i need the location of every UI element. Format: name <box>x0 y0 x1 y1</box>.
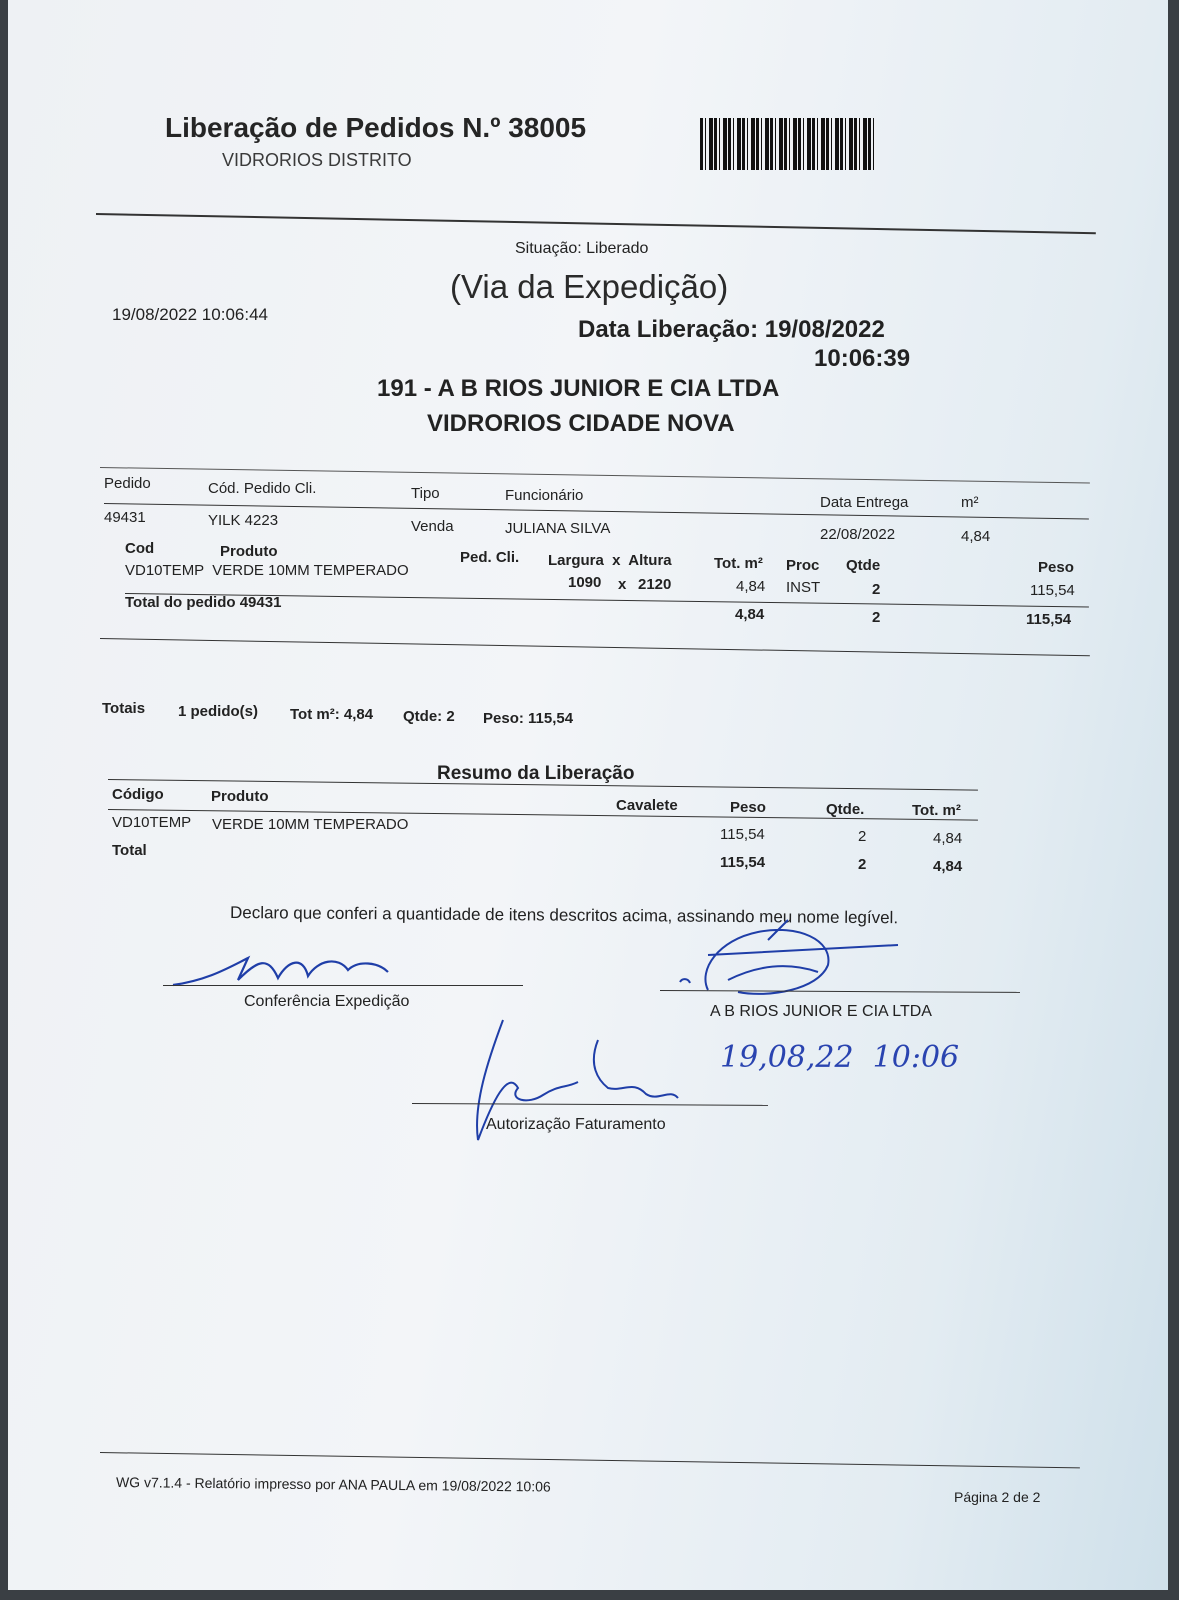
conferencia-label: Conferência Expedição <box>244 993 410 1010</box>
resumo-header-tot-m2: Tot. m² <box>912 802 961 819</box>
order-total-label: Total do pedido 49431 <box>125 594 282 611</box>
order-pedido: 49431 <box>104 509 146 526</box>
resumo-qtde: 2 <box>858 828 867 845</box>
item-produto: VD10TEMP VERDE 10MM TEMPERADO <box>125 562 409 579</box>
item-header-produto: Produto <box>220 543 278 560</box>
order-total-qtde: 2 <box>872 609 881 626</box>
company-name: VIDRORIOS DISTRITO <box>222 150 412 170</box>
document-page <box>8 0 1168 1590</box>
order-data-entrega: 22/08/2022 <box>820 526 896 543</box>
item-header-cod: Cod <box>125 540 155 557</box>
item-x: x <box>618 576 627 593</box>
printed-timestamp: 19/08/2022 10:06:44 <box>112 305 268 324</box>
order-tipo: Venda <box>411 518 454 535</box>
item-header-qtde: Qtde <box>846 557 881 574</box>
order-funcionario: JULIANA SILVA <box>505 520 611 537</box>
order-m2: 4,84 <box>961 528 991 545</box>
autorizacao-label: Autorização Faturamento <box>486 1116 666 1133</box>
item-header-proc: Proc <box>786 557 820 574</box>
release-time: 10:06:39 <box>814 345 911 372</box>
resumo-total-peso: 115,54 <box>720 854 766 871</box>
item-peso: 115,54 <box>1030 582 1075 599</box>
item-header-largura-altura: Largura x Altura <box>548 552 672 569</box>
resumo-header-cavalete: Cavalete <box>616 797 678 814</box>
status-label: Situação: Liberado <box>515 240 649 257</box>
barcode-icon <box>700 118 876 170</box>
totais-label: Totais <box>102 700 146 717</box>
release-date: Data Liberação: 19/08/2022 <box>578 316 885 343</box>
totais-qtde: Qtde: 2 <box>403 708 455 725</box>
resumo-produto: VERDE 10MM TEMPERADO <box>212 816 409 833</box>
resumo-tot-m2: 4,84 <box>933 830 963 847</box>
conferencia-signature <box>168 950 398 990</box>
order-total-peso: 115,54 <box>1026 611 1072 628</box>
conferencia-line <box>163 985 523 986</box>
order-cod-pedido: YILK 4223 <box>208 512 279 529</box>
resumo-header-qtde: Qtde. <box>826 801 865 818</box>
client-store: VIDRORIOS CIDADE NOVA <box>427 410 735 437</box>
totais-m2: Tot m²: 4,84 <box>290 706 374 723</box>
item-header-ped-cli: Ped. Cli. <box>460 549 520 566</box>
declaration-text: Declaro que conferi a quantidade de itens descritos acima, assinando meu nome legível. <box>229 903 899 928</box>
resumo-total-qtde: 2 <box>858 856 867 873</box>
cliente-label: A B RIOS JUNIOR E CIA LTDA <box>710 1003 932 1020</box>
order-total-m2: 4,84 <box>735 606 765 623</box>
resumo-codigo: VD10TEMP <box>112 814 192 831</box>
col-header-cod-pedido: Cód. Pedido Cli. <box>208 480 317 497</box>
resumo-total-label: Total <box>112 842 147 859</box>
totais-pedidos: 1 pedido(s) <box>178 703 259 720</box>
resumo-peso: 115,54 <box>720 826 765 843</box>
item-qtde: 2 <box>872 581 881 598</box>
resumo-total-tot-m2: 4,84 <box>933 858 963 875</box>
item-altura: 2120 <box>638 576 672 593</box>
client-name: 191 - A B RIOS JUNIOR E CIA LTDA <box>377 375 780 402</box>
page-number: Página 2 de 2 <box>954 1489 1041 1505</box>
col-header-m2: m² <box>961 494 979 511</box>
header-divider <box>96 213 1096 234</box>
via-label: (Via da Expedição) <box>450 268 729 305</box>
item-header-tot-m2: Tot. m² <box>714 555 763 572</box>
footer-rule <box>100 1452 1080 1468</box>
col-header-data-entrega: Data Entrega <box>820 494 909 511</box>
client-signature <box>668 910 908 1010</box>
resumo-title: Resumo da Liberação <box>437 763 635 784</box>
item-tot-m2: 4,84 <box>736 578 766 595</box>
item-proc: INST <box>786 579 821 596</box>
order-bottom-rule <box>100 638 1090 656</box>
totais-peso: Peso: 115,54 <box>483 710 574 727</box>
resumo-header-codigo: Código <box>112 786 164 803</box>
col-header-tipo: Tipo <box>411 485 440 502</box>
page-title: Liberação de Pedidos N.º 38005 <box>165 112 587 143</box>
resumo-header-produto: Produto <box>211 788 269 805</box>
item-header-peso: Peso <box>1038 559 1074 576</box>
footer-left: WG v7.1.4 - Relatório impresso por ANA PAULA em 19/08/2022 10:06 <box>115 1474 551 1495</box>
resumo-header-peso: Peso <box>730 799 766 816</box>
col-header-pedido: Pedido <box>104 475 151 492</box>
handwritten-date: 19,08,22 10:06 <box>720 1040 960 1075</box>
item-largura: 1090 <box>568 574 602 591</box>
col-header-funcionario: Funcionário <box>505 487 584 504</box>
